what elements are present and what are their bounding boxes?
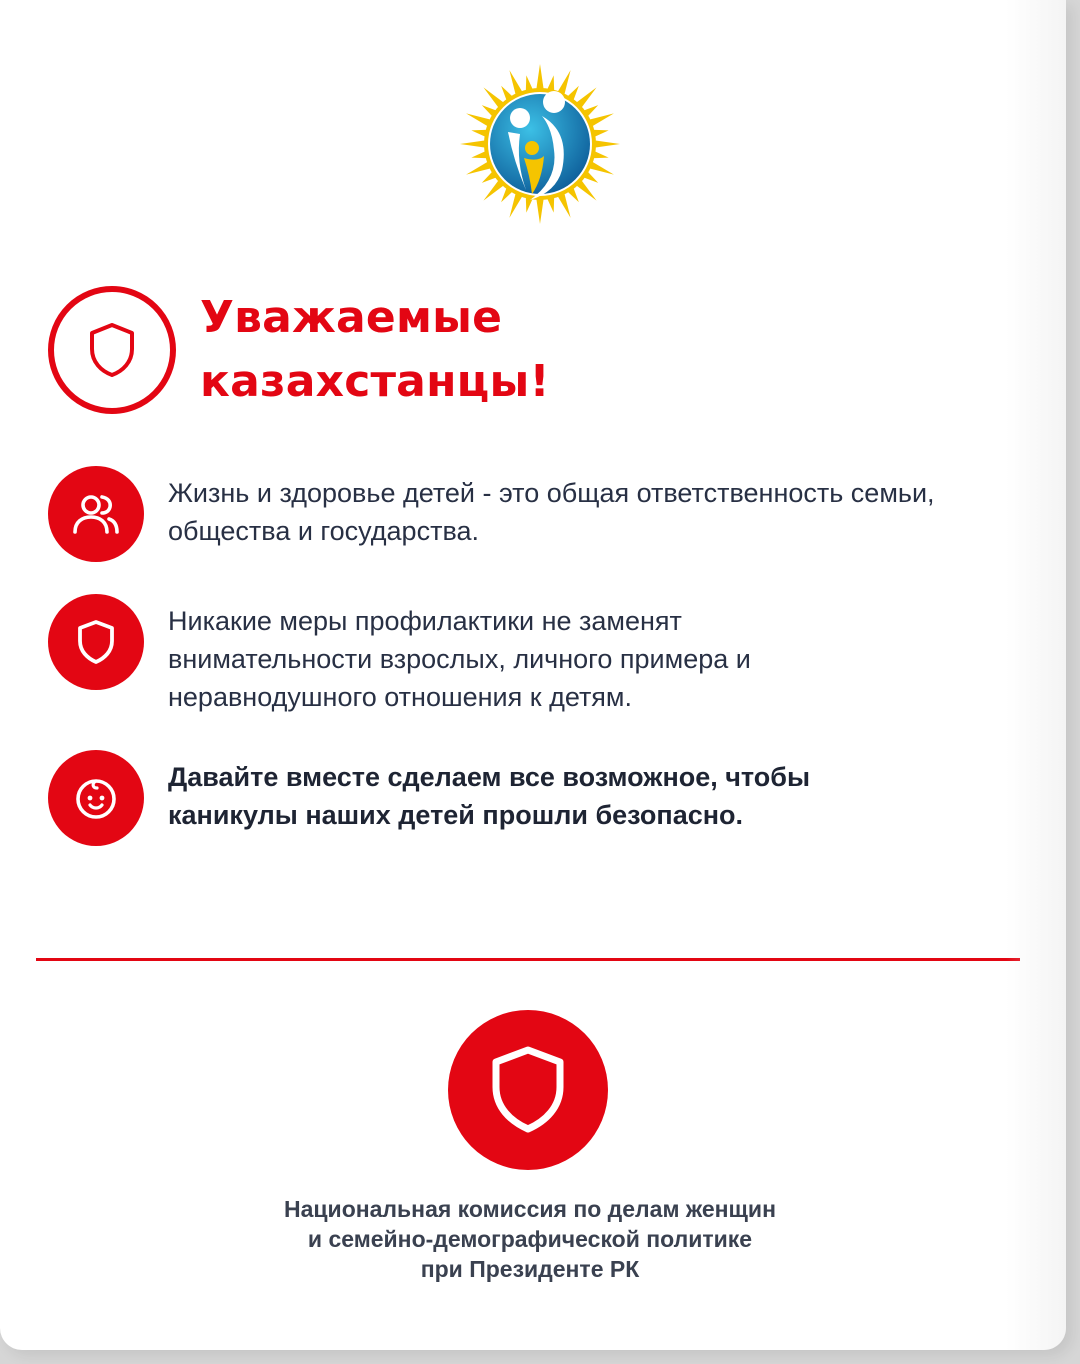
item-text-1: Жизнь и здоровье детей - это общая ответственность семьи, общества и государства. xyxy=(168,478,935,546)
people-icon xyxy=(71,492,121,536)
item-icon-badge-3 xyxy=(48,750,144,846)
item-text-3: Давайте вместе сделаем все возможное, чтобы каникулы наших детей прошли безопасно. xyxy=(168,762,811,830)
page-title xyxy=(200,286,820,414)
header-shield-badge xyxy=(48,286,176,414)
shield-icon xyxy=(490,1045,566,1135)
title-line-2: казахстанцы! xyxy=(200,356,550,407)
footer-organization xyxy=(200,1194,860,1284)
divider xyxy=(36,958,1020,961)
child-face-icon xyxy=(72,774,120,822)
title-line-1: Уважаемые xyxy=(200,292,503,343)
item-icon-badge-2 xyxy=(48,594,144,690)
item-text-2: Никакие меры профилактики не заменят внимательности взрослых, личного примера и неравнодушного отношения к детям. xyxy=(168,606,751,712)
item-icon-badge-1 xyxy=(48,466,144,562)
footer-line-3: при Президенте РК xyxy=(420,1256,640,1282)
footer-line-1: Национальная комиссия по делам женщин xyxy=(284,1196,776,1222)
family-sun-logo-icon xyxy=(458,62,622,226)
footer-shield-badge xyxy=(448,1010,608,1170)
shield-icon xyxy=(76,619,116,665)
shield-icon xyxy=(88,322,136,378)
footer-line-2: и семейно-демографической политике xyxy=(307,1226,753,1252)
